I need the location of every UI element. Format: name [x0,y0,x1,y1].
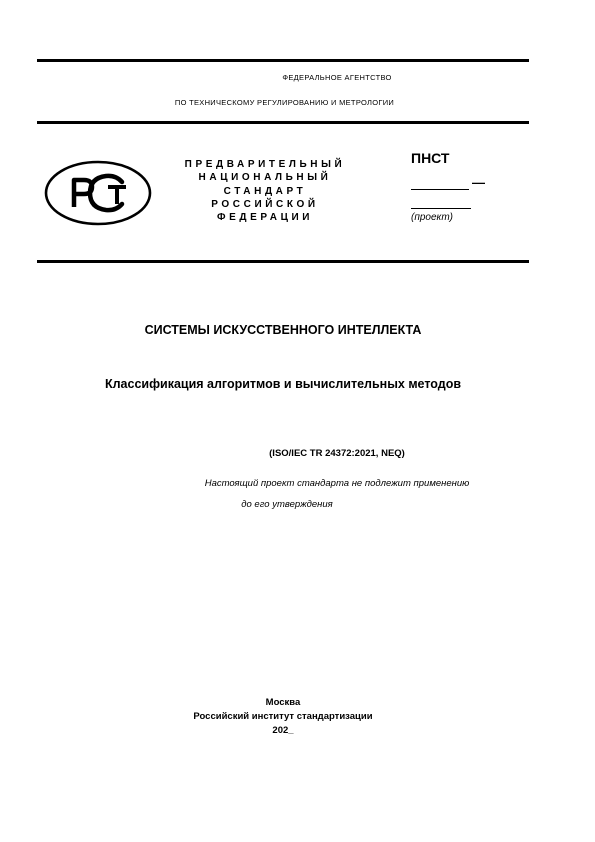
footer-year: 202_ [272,725,294,736]
iso-reference: (ISO/IEC TR 24372:2021, NEQ) [269,448,405,459]
agency-line-2: ПО ТЕХНИЧЕСКОМУ РЕГУЛИРОВАНИЮ И МЕТРОЛОГИИ [174,98,395,107]
notice-line-2: до его утверждения [241,499,333,510]
top-rule [37,59,529,62]
footer-city: Москва [265,697,301,708]
document-title: СИСТЕМЫ ИСКУССТВЕННОГО ИНТЕЛЛЕКТА [144,323,422,337]
agency-line-1: ФЕДЕРАЛЬНОЕ АГЕНТСТВО [282,73,392,82]
standard-kind-line-2: НАЦИОНАЛЬНЫЙ [198,172,332,184]
standard-kind-line-3: СТАНДАРТ [223,185,307,197]
standard-kind-line-5: ФЕДЕРАЦИИ [216,212,314,224]
mid-rule [37,260,529,263]
standard-number-blank [411,189,469,190]
rst-certification-mark-icon [44,160,152,226]
standard-code: ПНСТ [411,150,450,166]
notice-line-1: Настоящий проект стандарта не подлежит применению [204,478,470,489]
header-rule [37,121,529,124]
rst-logo [44,160,152,226]
standard-kind [155,158,375,224]
footer-institute: Российский институт стандартизации [193,711,373,722]
standard-kind-line-1: ПРЕДВАРИТЕЛЬНЫЙ [184,159,346,170]
standard-kind-line-4: РОССИЙСКОЙ [211,198,319,210]
document-subtitle: Классификация алгоритмов и вычислительных методов [104,377,462,391]
draft-label: (проект) [411,212,454,223]
standard-number-dash: — [472,175,485,190]
draft-rule [411,208,471,209]
